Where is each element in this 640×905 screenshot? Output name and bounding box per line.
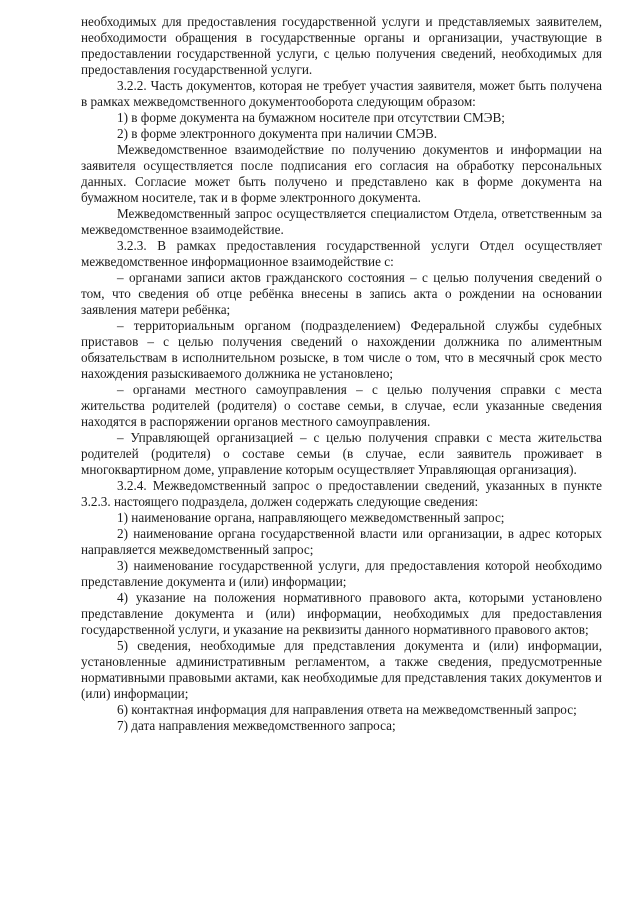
list-item-legal-act: 4) указание на положения нормативного правового акта, которыми установлено представление документа и (или) информации, необходимых для предоставления государственной услуги, и указание на реквизиты данного нормативного правового актов; xyxy=(81,590,602,637)
paragraph-consent: Межведомственное взаимодействие по получению документов и информации на заявителя осуществляется после подписания его согласия на обработку персональных данных. Согласие может быть получено и представлено как в форме документа на бумажном носителе, так и в форме электронного документа. xyxy=(81,142,602,205)
list-item-local-government: – органами местного самоуправления – с целью получения справки с места жительства родителей (родителя) о составе семьи, в случае, если указанные сведения находятся в распоряжении органов местного самоуправления. xyxy=(81,382,602,429)
list-item-recipient-body: 2) наименование органа государственной власти или организации, в адрес которых направляется межведомственный запрос; xyxy=(81,526,602,557)
list-item-civil-registry: – органами записи актов гражданского состояния – с целью получения сведений о том, что сведения об отце ребёнка внесены в запись акта о рождении на основании заявления матери ребёнка; xyxy=(81,270,602,317)
list-item-requesting-body: 1) наименование органа, направляющего межведомственный запрос; xyxy=(117,510,505,525)
paragraph-request-specialist: Межведомственный запрос осуществляется специалистом Отдела, ответственным за межведомственное взаимодействие. xyxy=(81,206,602,237)
list-item-electronic-form: 2) в форме электронного документа при наличии СМЭВ. xyxy=(117,126,438,141)
list-item-management-company: – Управляющей организацией – с целью получения справки с места жительства родителей (родителя) о составе семьи (в случае, если заявитель проживает в многоквартирном доме, управление которым осуществляет Управляющая организация). xyxy=(81,430,602,477)
paragraph-continuation: необходимых для предоставления государственной услуги и представляемых заявителем, необходимости обращения в государственные органы и организации, участвующие в предоставлении государственной услуги, с целью получения сведений, необходимых для предоставления государственной услуги. xyxy=(81,14,602,77)
paragraph-3-2-4: 3.2.4. Межведомственный запрос о предоставлении сведений, указанных в пункте 3.2.3. настоящего подраздела, должен содержать следующие сведения: xyxy=(81,478,602,509)
document-page xyxy=(81,14,602,734)
list-item-bailiff-service: – территориальным органом (подразделением) Федеральной службы судебных приставов – с целью получения сведений о нахождении должника по алиментным обязательствам в исполнительном розыске, в том числе о том, что в месячный срок место нахождения разыскиваемого должника не установлено; xyxy=(81,318,602,381)
list-item-service-name: 3) наименование государственной услуги, для предоставления которой необходимо представление документа и (или) информации; xyxy=(81,558,602,589)
list-item-required-info: 5) сведения, необходимые для представления документа и (или) информации, установленные административным регламентом, а также сведения, предусмотренные нормативными правовыми актами, как необходимые для представления таких документов и (или) информации; xyxy=(81,638,602,701)
list-item-paper-form: 1) в форме документа на бумажном носителе при отсутствии СМЭВ; xyxy=(117,110,505,125)
paragraph-3-2-2: 3.2.2. Часть документов, которая не требует участия заявителя, может быть получена в рамках межведомственного документооборота следующим образом: xyxy=(81,78,602,109)
list-item-request-date: 7) дата направления межведомственного запроса; xyxy=(117,718,396,733)
list-item-contact-info: 6) контактная информация для направления ответа на межведомственный запрос; xyxy=(117,702,577,717)
paragraph-3-2-3: 3.2.3. В рамках предоставления государственной услуги Отдел осуществляет межведомственное информационное взаимодействие с: xyxy=(81,238,602,269)
